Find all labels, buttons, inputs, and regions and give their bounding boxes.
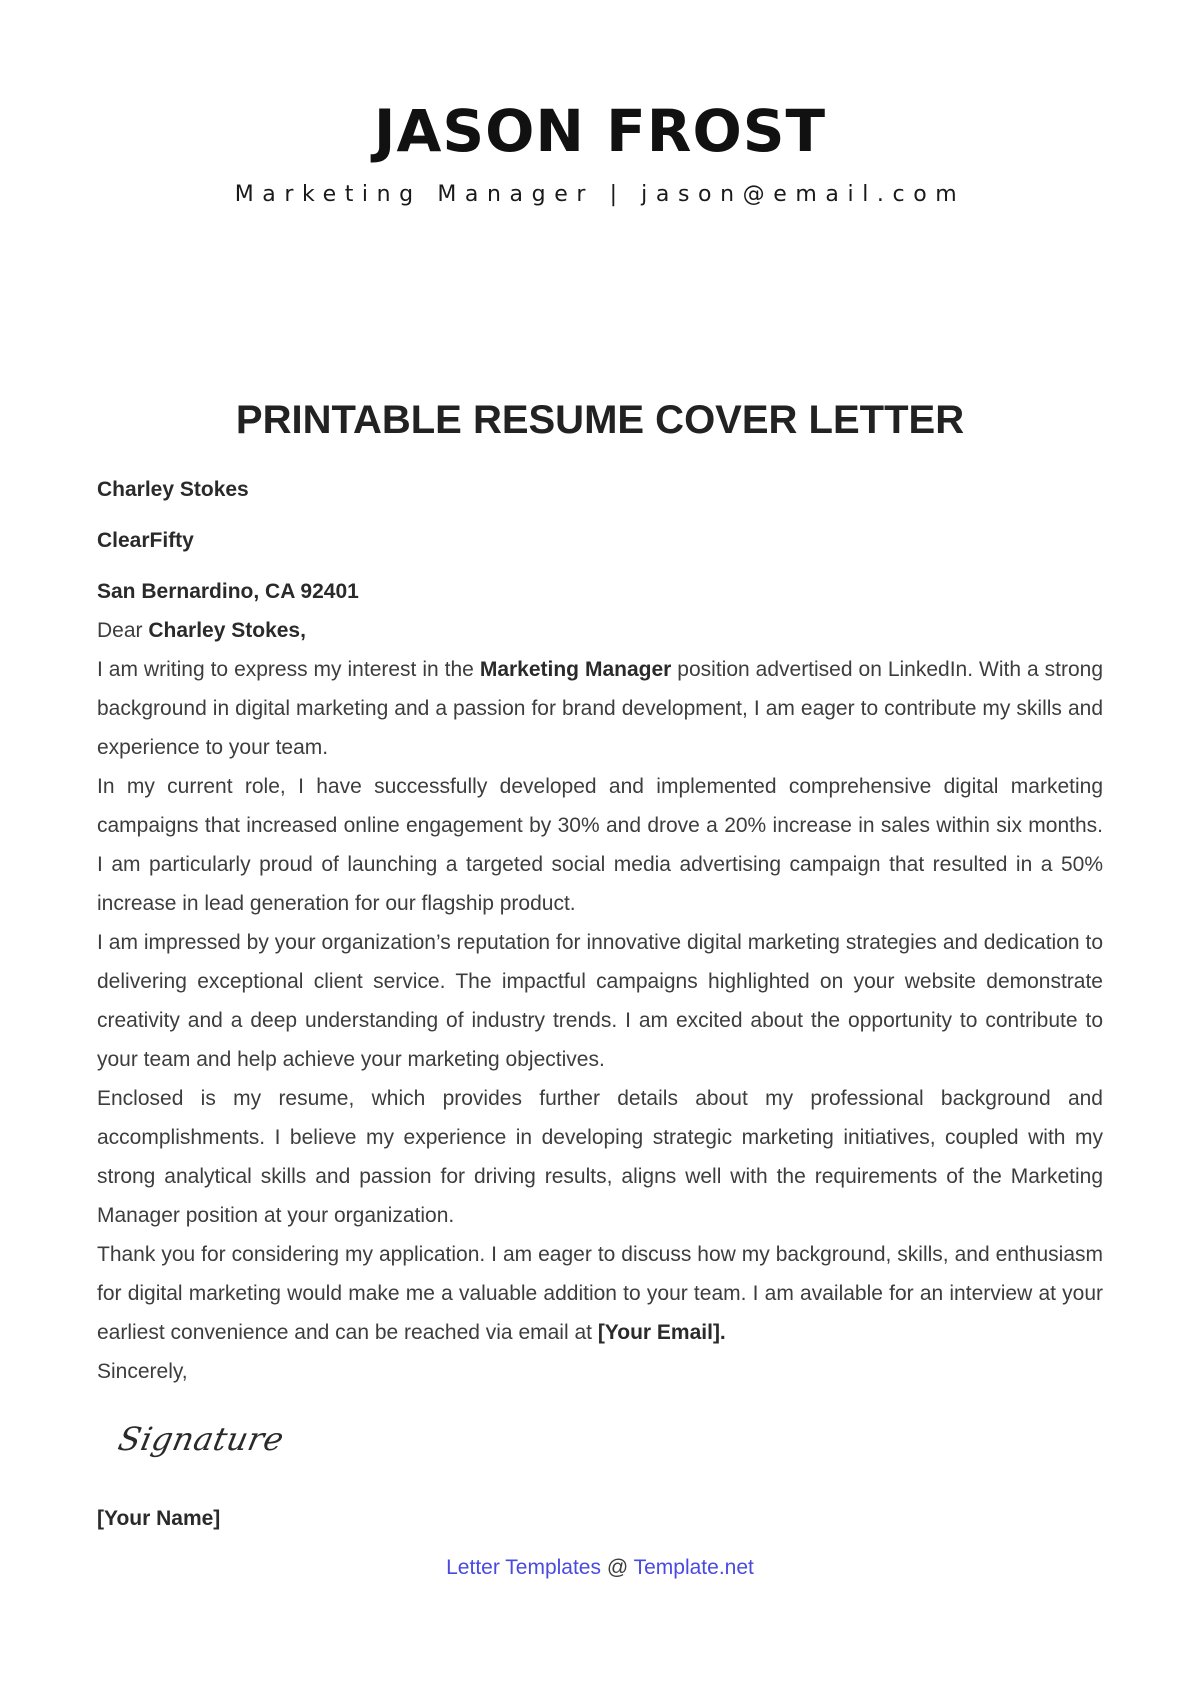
paragraph-2: In my current role, I have successfully developed and implemented comprehensive digital marketing campaigns that increased online engagement by 30% and drove a 20% increase in sales within six months. I am particularly proud of launching a targeted social media advertising campaign that resulted in a 50% increase in lead generation for our flagship product.	[97, 775, 1103, 915]
recipient-company: ClearFifty	[97, 529, 194, 552]
paragraph-1-start: I am writing to express my interest in the	[97, 658, 480, 681]
paragraph-1	[97, 650, 1103, 767]
template-net-link[interactable]: Template.net	[633, 1556, 754, 1579]
footer-separator: @	[601, 1556, 634, 1579]
footer	[0, 1553, 1200, 1583]
sender-subtitle: Marketing Manager | jason@email.com	[234, 182, 966, 207]
recipient-address: San Bernardino, CA 92401	[97, 580, 359, 603]
paragraph-1-position: Marketing Manager	[479, 658, 672, 681]
paragraph-1-end: position advertised on LinkedIn. With a strong background in digital marketing and a passion for brand development, I am eager to contribute my skills and experience to your team.	[97, 658, 1104, 759]
signer-name: [Your Name]	[97, 1507, 221, 1530]
document-title: PRINTABLE RESUME COVER LETTER	[235, 398, 965, 442]
paragraph-5-text: Thank you for considering my application. I am eager to discuss how my background, skills, and enthusiasm for digital marketing would make me a valuable addition to your team. I am available for an interview at your earliest convenience and can be reached via email at	[97, 1243, 1103, 1344]
salutation-prefix: Dear	[97, 619, 143, 642]
letter-templates-link[interactable]: Letter Templates	[446, 1556, 601, 1579]
paragraph-3: I am impressed by your organization’s reputation for innovative digital marketing strategies and dedication to delivering exceptional client service. The impactful campaigns highlighted on your website demonstrate creativity and a deep understanding of industry trends. I am excited about the opportunity to contribute to your team and help achieve your marketing objectives.	[97, 931, 1103, 1071]
sender-name: JASON FROST	[373, 97, 827, 165]
letter-body	[97, 470, 1103, 1391]
paragraph-4: Enclosed is my resume, which provides further details about my professional background and accomplishments. I believe my experience in developing strategic marketing initiatives, coupled with my strong analytical skills and passion for driving results, aligns well with the requirements of the Marketing Manager position at your organization.	[97, 1087, 1103, 1227]
salutation-name: Charley Stokes,	[148, 619, 306, 642]
closing: Sincerely,	[97, 1360, 188, 1383]
salutation	[97, 611, 1103, 650]
paragraph-5-email: [Your Email].	[597, 1321, 726, 1344]
signature: Signature	[114, 1420, 288, 1458]
letter-header	[0, 96, 1200, 210]
recipient-name: Charley Stokes	[97, 478, 249, 501]
paragraph-5	[97, 1235, 1103, 1352]
